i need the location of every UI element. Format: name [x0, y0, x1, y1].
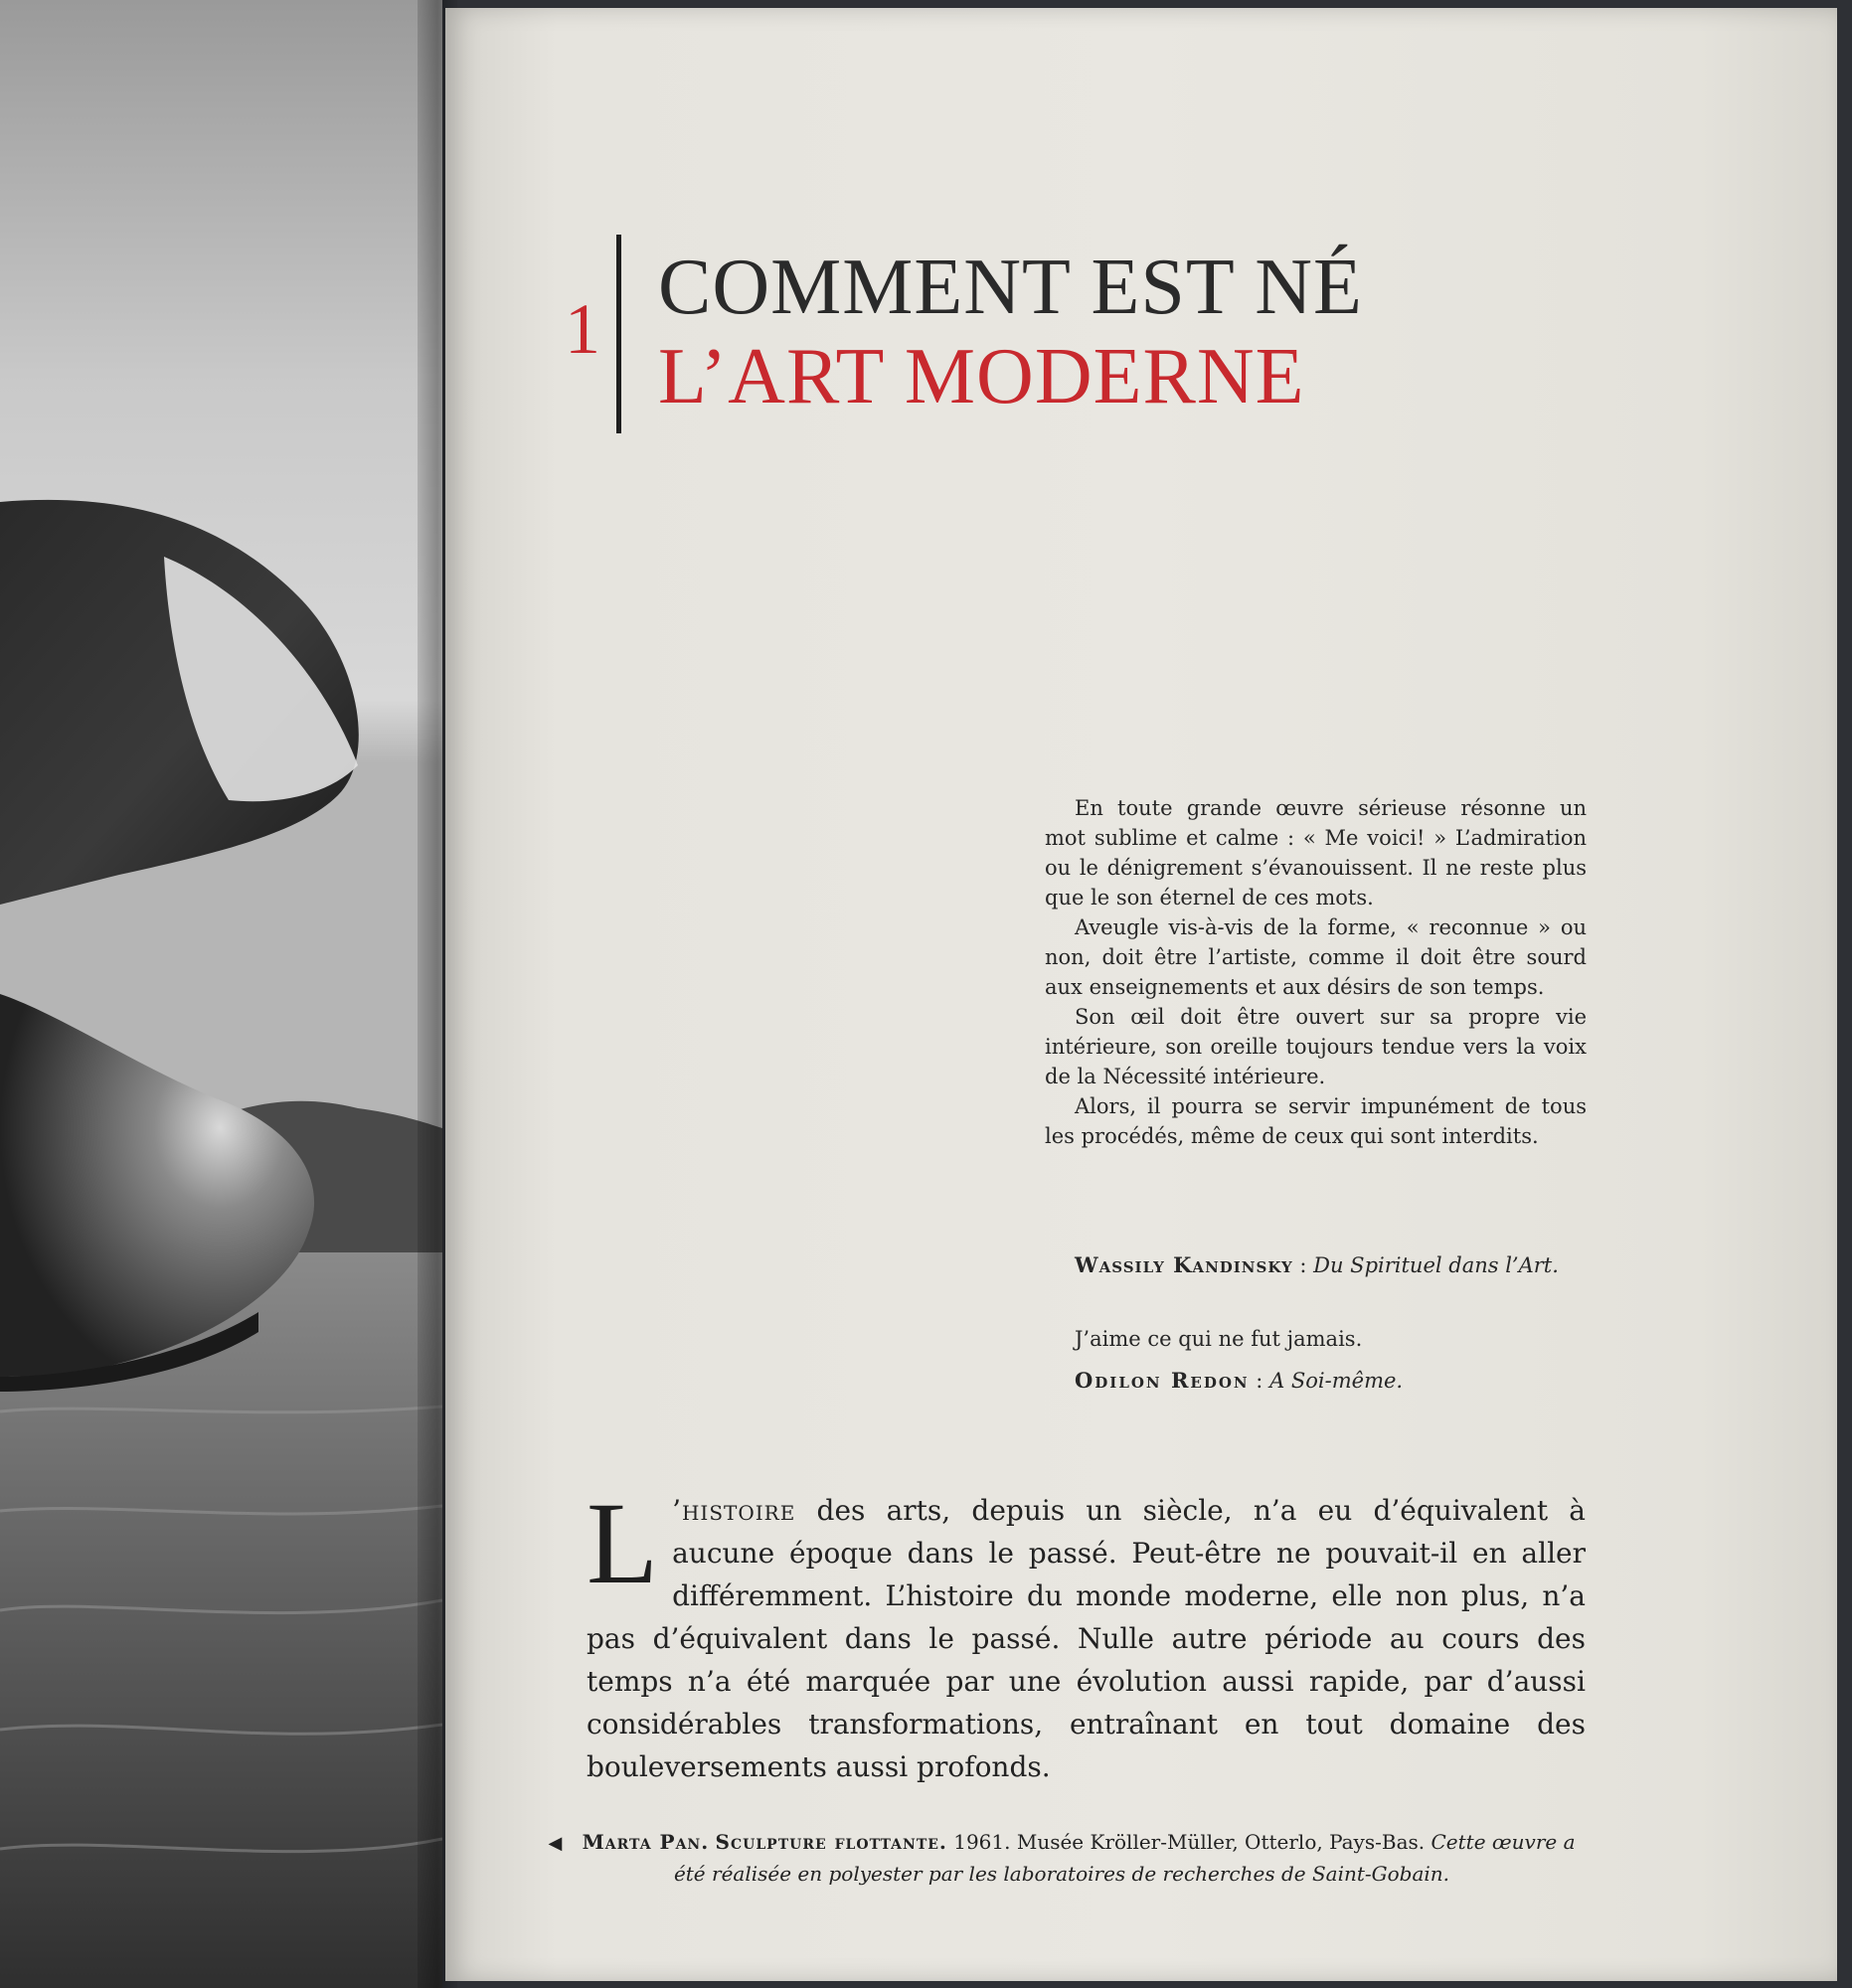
epigraph-paragraph: En toute grande œuvre sérieuse résonne un mot sublime et calme : « Me voici! » L’admiration ou le dénigrement s’évanouissent. Il ne reste plus que le son éternel de ces mots. [1045, 796, 1587, 910]
left-arrow-icon: ◀ [548, 1833, 563, 1854]
chapter-opening-paragraph [587, 1478, 1586, 1788]
epigraph-paragraph: Alors, il pourra se servir impunément de tous les procédés, même de ceux qui sont interdits. [1045, 1094, 1587, 1148]
epigraph-attribution-kandinsky [1045, 1250, 1587, 1280]
epigraph-author: Wassily Kandinsky [1075, 1252, 1293, 1277]
caption-details: 1961. Musée Kröller-Müller, Otterlo, Pays-Bas. [953, 1830, 1426, 1854]
photo-caption [535, 1827, 1589, 1889]
epigraph-paragraph: Son œil doit être ouvert sur sa propre vie intérieure, son oreille toujours tendue vers la voix de la Nécessité intérieure. [1045, 1005, 1587, 1088]
chapter-divider-rule [616, 235, 621, 433]
drop-cap: L [587, 1478, 659, 1608]
epigraph-work-title: A Soi-même. [1269, 1369, 1404, 1393]
epigraph-paragraph: Aveugle vis-à-vis de la forme, « reconnue » ou non, doit être l’artiste, comme il doit être sourd aux enseignements et aux désirs de son temps. [1045, 915, 1587, 999]
sculpture-photo [0, 0, 442, 1988]
epigraph-work-title: Du Spirituel dans l’Art. [1313, 1253, 1559, 1277]
chapter-number: 1 [565, 289, 600, 369]
caption-artist: Marta Pan. [582, 1830, 710, 1854]
attribution-separator: : [1249, 1369, 1270, 1393]
epigraph-redon-quote: J’aime ce qui ne fut jamais. [1075, 1327, 1363, 1351]
caption-work-title: Sculpture flottante. [715, 1830, 947, 1854]
epigraph-attribution-redon [1075, 1366, 1403, 1396]
epigraph-kandinsky [1045, 793, 1587, 1151]
attribution-separator: : [1292, 1253, 1314, 1277]
chapter-title-line-1: COMMENT EST NÉ [658, 244, 1363, 331]
lead-small-caps: ’histoire [672, 1494, 796, 1527]
paragraph-text: des arts, depuis un siècle, n’a eu d’équivalent à aucune époque dans le passé. Peut-être ne pouvait-il en aller différemment. L’histoire du monde moderne, elle non plus, n’a pas d’équivalent dans le passé. Nulle autre période au cours des temps n’a été marquée par une évolution aussi rapide, par d’aussi considérables transformations, entraînant en tout domaine des bouleversements aussi profonds. [587, 1494, 1586, 1783]
caption-description: Cette œuvre a été réalisée en polyester par les laboratoires de recherches de Saint-Gobain. [673, 1830, 1576, 1886]
epigraph-author: Odilon Redon [1075, 1368, 1250, 1393]
text-page [445, 8, 1837, 1981]
chapter-title-line-2: L’ART MODERNE [658, 333, 1305, 420]
sculpture-photo-illustration [0, 0, 442, 1988]
